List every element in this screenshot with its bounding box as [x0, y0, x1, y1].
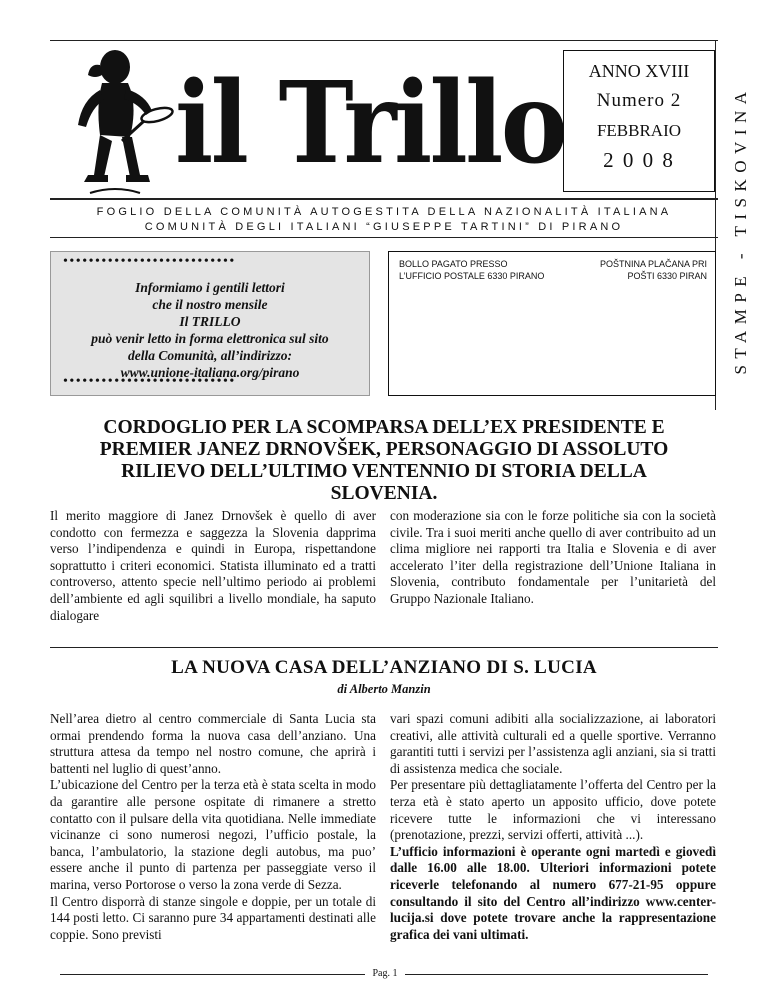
- article2-column-left: Nell’area dietro al centro commerciale di Santa Lucia sta ormai prendendo forma la nuova casa dell’anziano. Una struttura attesa da tempo nel nostro comune, che aprirà i battenti nel luglio di quest’anno. L’ubicazione del Centro per la terza età è stata scelta in modo da garantire alle persone ospitate di rimanere a stretto contatto con il pulsare della vita quotidiana. Nelle immediate vicinanze ci sono numerosi negozi, l’ufficio postale, la banca, l’ambulatorio, la stazione degli autobus, ma puo’ essere anche il punto di partenza per passeggiate verso il marina, verso Portorose o verso la zona verde di Sezza. Il Centro disporrà di stanze singole e doppie, per un totale di 144 posti letto. Ci saranno pure 34 appartamenti destinati alle coppie. Sono previsti: [50, 711, 376, 942]
- postage-stamp-box: [388, 251, 716, 396]
- foglio-rule: [50, 237, 718, 238]
- publisher-line: [50, 205, 718, 235]
- website-link[interactable]: www.unione-italiana.org/pirano: [120, 365, 300, 380]
- top-rule: [50, 40, 718, 41]
- article2-headline: LA NUOVA CASA DELL’ANZIANO DI S. LUCIA: [171, 657, 597, 678]
- postage-italian: BOLLO PAGATO PRESSO L’UFFICIO POSTALE 6330 PIRANO: [399, 259, 545, 281]
- postage-slovene: POŠTNINA PLAČANA PRI POŠTI 6330 PIRAN: [599, 259, 707, 281]
- issue-anno: ANNO XVIII: [588, 61, 690, 81]
- issue-numero: Numero 2: [596, 90, 682, 111]
- issue-year: 2 0 0 8: [603, 148, 675, 172]
- article1-column-left: Il merito maggiore di Janez Drnovšek è quello di aver condotto con fermezza e saggezza la Slovenia dapprima verso l’indipendenza e quindi in Europa, rispettandone soprattutto i criteri economici. Statista illuminato ed a tratti controverso, attento specie nell’ultimo periodo ai problemi dell’ambiente ed agli squilibri a livello mondiale, ha saputo dialogare: [50, 508, 376, 623]
- vertical-stampe-label: STAMPE - TISKOVINA: [731, 85, 750, 375]
- article1-column-right: con moderazione sia con le forze politiche sia con la società civile. Tra i suoi meriti anche quello di aver contribuito ad un clima migliore nei rapporti tra Italia e Slovenia e di aver accelerato l’iter della registrazione dell’Unione Italiana in Slovenia, contributo fondamentale per l’unitarietà del Gruppo Nazionale Italiano.: [390, 508, 716, 606]
- publisher-line-1: FOGLIO DELLA COMUNITÀ AUTOGESTITA DELLA NAZIONALITÀ ITALIANA: [96, 206, 672, 218]
- dot-border-bottom: •••••••••••••••••••••••••••: [63, 374, 236, 389]
- article2-column-right: vari spazi comuni adibiti alla socializzazione, ai laboratori creativi, alle attività culturali ed a quelle sportive. Verranno garantiti tutti i servizi per l’assistenza agli anziani, sia si tratti di assistenza medica che sociale. Per presentare più dettagliatamente l’offerta del Centro per la terza età è stato aperto un apposito ufficio, dove potete ricevere tutte le informazioni che vi interessano (prenotazione, prezzi, servizi offerti, attività ...). L’ufficio informazioni è operante ogni martedì e giovedì dalle 16.00 alle 18.00. Ulteriori informazioni potete riceverle telefonando al numero 677-21-95 oppure consultando il sito del Centro all’indirizzo www.center-lucija.si dove potete trovare anche la rappresentazione grafica dei vani ultimati.: [390, 711, 716, 942]
- issue-box: [563, 50, 715, 192]
- info-office-paragraph: L’ufficio informazioni è operante ogni martedì e giovedì dalle 16.00 alle 18.00. Ulteriori informazioni potete riceverle telefonando al numero 677-21-95 oppure consultando il sito del Centro all’indirizzo www.center-lucija.si dove potete trovare anche la rappresentazione grafica dei vani ultimati.: [390, 843, 716, 942]
- page-number: Pag. 1: [365, 968, 405, 979]
- tartini-silhouette-logo: [60, 45, 175, 200]
- online-notice-text: Informiamo i gentili lettori che il nostro mensile Il TRILLO può venir letto in forma elettronica sul sito della Comunità, all’indirizzo: www.unione-italiana.org/pirano: [51, 279, 369, 381]
- dot-border-top: •••••••••••••••••••••••••••: [63, 254, 236, 269]
- article-separator: [50, 647, 718, 648]
- issue-month: FEBBRAIO: [596, 121, 682, 140]
- masthead-title: il Trillo: [175, 58, 566, 189]
- online-notice-box: [50, 251, 370, 396]
- publisher-line-2: COMUNITÀ DEGLI ITALIANI “GIUSEPPE TARTINI” DI PIRANO: [144, 221, 624, 233]
- article1-headline: CORDOGLIO PER LA SCOMPARSA DELL’EX PRESIDENTE E PREMIER JANEZ DRNOVŠEK, PERSONAGGIO DI ASSOLUTO RILIEVO DELL’ULTIMO VENTENNIO DI STORIA DELLA SLOVENIA.: [99, 417, 669, 504]
- article2-byline: di Alberto Manzin: [337, 682, 431, 696]
